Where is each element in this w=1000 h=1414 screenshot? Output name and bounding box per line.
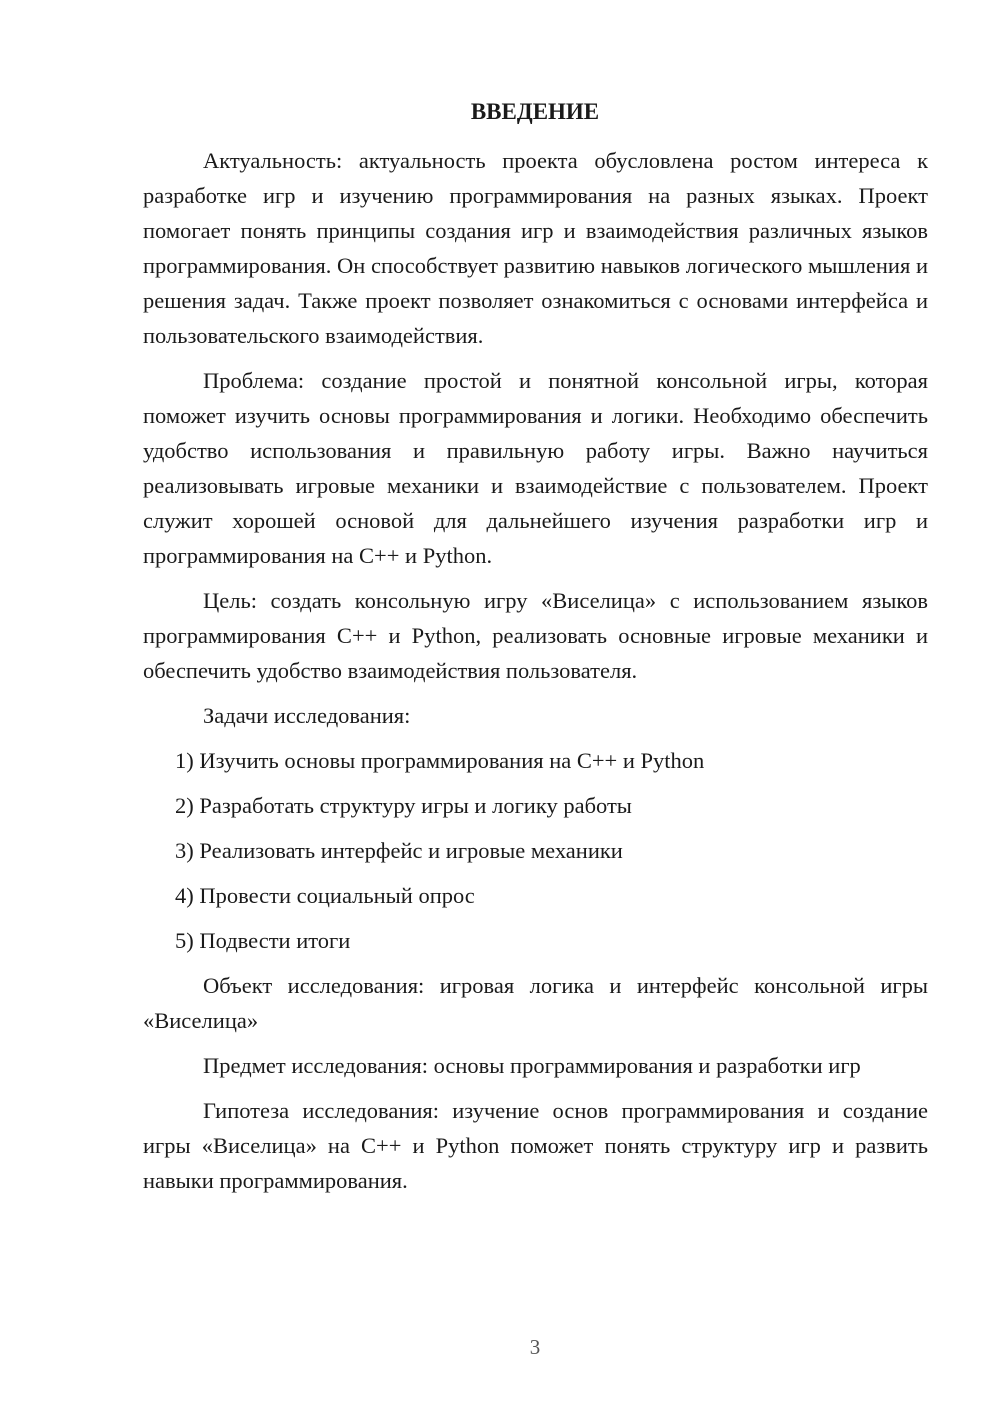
paragraph-problem: Проблема: создание простой и понятной консольной игры, которая поможет изучить основы программирования и логики. Необходимо обеспечить удобство использования и правильную работу игры. Важно научиться реализовывать игровые механики и взаимодействие с пользователем. Проект служит хорошей основой для дальнейшего изучения разработки игр и программирования на C++ и Python. bbox=[143, 368, 928, 568]
paragraph-hypothesis: Гипотеза исследования: изучение основ программирования и создание игры «Виселица» на C++ и Python поможет понять структуру игр и развить навыки программирования. bbox=[143, 1098, 928, 1193]
body-text bbox=[143, 143, 928, 1208]
tasks-heading: Задачи исследования: bbox=[203, 703, 411, 728]
page-title: ВВЕДЕНИЕ bbox=[470, 99, 600, 124]
task-item: 3) Реализовать интерфейс и игровые механики bbox=[175, 838, 623, 863]
paragraph-subject: Предмет исследования: основы программирования и разработки игр bbox=[203, 1053, 861, 1078]
paragraph-object: Объект исследования: игровая логика и интерфейс консольной игры «Виселица» bbox=[143, 973, 928, 1033]
task-item: 5) Подвести итоги bbox=[175, 928, 351, 953]
task-item: 2) Разработать структуру игры и логику работы bbox=[175, 793, 632, 818]
paragraph-goal: Цель: создать консольную игру «Виселица» с использованием языков программирования C++ и Python, реализовать основные игровые механики и обеспечить удобство взаимодействия пользователя. bbox=[143, 588, 928, 683]
task-item: 4) Провести социальный опрос bbox=[175, 883, 475, 908]
tasks-list bbox=[143, 743, 928, 958]
paragraph-relevance: Актуальность: актуальность проекта обусловлена ростом интереса к разработке игр и изучению программирования на разных языках. Проект помогает понять принципы создания игр и взаимодействия различных языков программирования. Он способствует развитию навыков логического мышления и решения задач. Также проект позволяет ознакомиться с основами интерфейса и пользовательского взаимодействия. bbox=[143, 148, 928, 348]
task-item: 1) Изучить основы программирования на C++ и Python bbox=[175, 748, 705, 773]
page-number: 3 bbox=[529, 1335, 541, 1359]
